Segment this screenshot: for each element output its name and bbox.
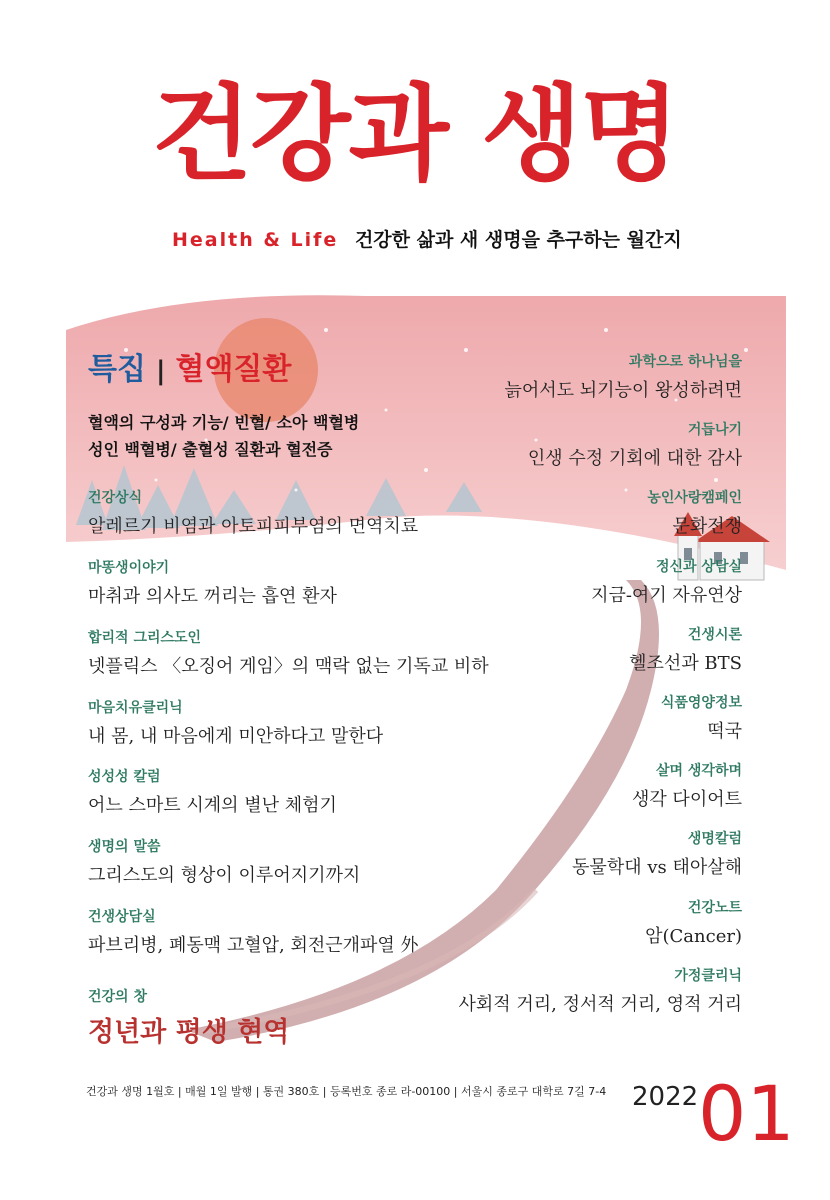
left-category: 건강상식 — [88, 490, 143, 506]
right-article-title: 생각 다이어트 — [631, 789, 742, 810]
right-article-title: 인생 수정 기회에 대한 감사 — [527, 448, 742, 469]
left-category: 생명의 말씀 — [88, 839, 161, 855]
right-category: 생명칼럼 — [687, 831, 742, 847]
right-category: 살며 생각하며 — [655, 763, 742, 779]
issue-year: 2022 — [632, 1082, 699, 1112]
left-category: 건생상담실 — [88, 909, 156, 925]
left-article-title: 마취과 의사도 꺼리는 흡연 환자 — [88, 586, 337, 607]
right-category: 건강노트 — [687, 900, 742, 916]
left-category: 건강의 창 — [88, 989, 147, 1005]
issue-number: 01 — [698, 1069, 795, 1158]
right-article-title: 헬조선과 BTS — [629, 653, 742, 674]
feature-label: 특집 — [88, 352, 146, 387]
left-article-title: 파브리병, 폐동맥 고혈압, 회전근개파열 外 — [88, 935, 419, 956]
feature-subtopic: 성인 백혈병/ 출혈성 질환과 혈전증 — [88, 440, 333, 459]
left-article-title: 넷플릭스 〈오징어 게임〉의 맥락 없는 기독교 비하 — [88, 656, 489, 677]
publication-info: 건강과 생명 1월호 | 매월 1일 발행 | 통권 380호 | 등록번호 종로 라-00100 | 서울시 종로구 대학로 7길 7-4 — [86, 1085, 607, 1098]
right-article-title: 지금-여기 자유연상 — [591, 585, 742, 606]
right-article-title: 문화전쟁 — [672, 516, 742, 537]
right-article-title: 떡국 — [707, 721, 742, 742]
feature-divider: | — [155, 356, 166, 386]
tagline-korean: 건강한 삶과 새 생명을 추구하는 월간지 — [354, 229, 682, 251]
feature-topic: 혈액질환 — [175, 352, 292, 387]
right-article-title: 암(Cancer) — [645, 926, 742, 947]
left-category: 성성성 칼럼 — [88, 769, 161, 785]
feature-subtopic: 혈액의 구성과 기능/ 빈혈/ 소아 백혈병 — [88, 413, 360, 432]
right-category: 건생시론 — [687, 627, 742, 643]
right-category: 가정클리닉 — [674, 968, 742, 984]
right-category: 식품영양정보 — [660, 695, 742, 711]
left-category: 마음치유클리닉 — [88, 700, 183, 716]
left-category: 합리적 그리스도인 — [88, 630, 202, 646]
left-article-title-large: 정년과 평생 현역 — [88, 1017, 290, 1048]
left-article-title: 알레르기 비염과 아토피피부염의 면역치료 — [88, 516, 419, 537]
left-article-title: 어느 스마트 시계의 별난 체험기 — [88, 795, 337, 816]
tagline — [172, 225, 682, 252]
left-article-title: 그리스도의 형상이 이루어지기까지 — [88, 865, 361, 886]
right-category: 과학으로 하나님을 — [628, 354, 742, 370]
right-article-title: 늙어서도 뇌기능이 왕성하려면 — [504, 380, 742, 401]
right-article-title: 동물학대 vs 태아살해 — [572, 857, 742, 878]
magazine-title: 건강과 생명 — [151, 73, 679, 195]
right-category: 농인사랑캠페인 — [647, 490, 742, 506]
feature-heading — [88, 344, 291, 388]
left-article-title: 내 몸, 내 마음에게 미안하다고 말한다 — [88, 726, 384, 747]
right-category: 정신과 상담실 — [655, 559, 742, 575]
right-article-title: 사회적 거리, 정서적 거리, 영적 거리 — [458, 994, 742, 1015]
left-category: 마똥생이야기 — [88, 560, 170, 576]
right-category: 거듭나기 — [687, 422, 742, 438]
tagline-english: Health & Life — [172, 229, 339, 251]
